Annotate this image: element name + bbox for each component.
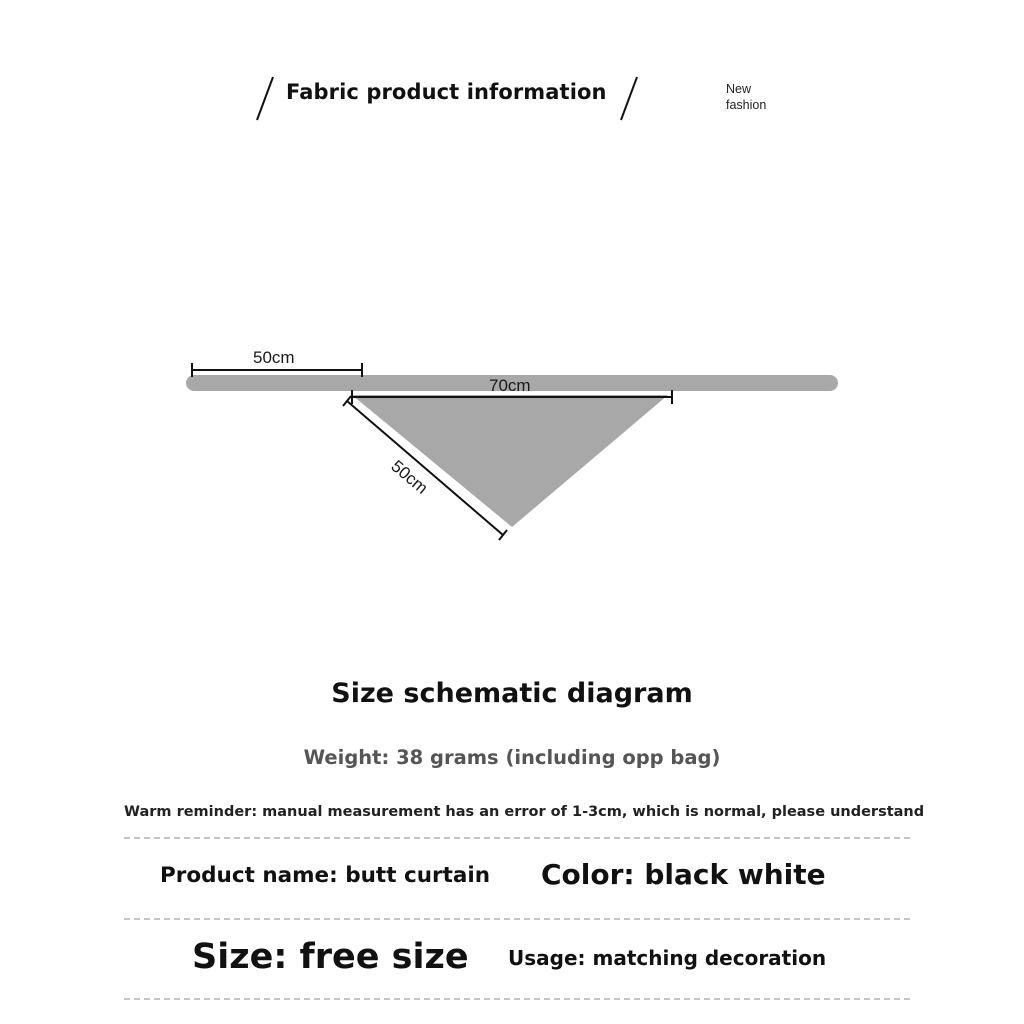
usage-info: Usage: matching decoration — [508, 946, 827, 970]
weight-text: Weight: 38 grams (including opp bag) — [303, 746, 721, 769]
warm-reminder: Warm reminder: manual measurement has an error of 1-3cm, which is normal, please understand — [124, 804, 925, 820]
strap-length-label: 50cm — [253, 348, 295, 367]
header-title: Fabric product information — [286, 80, 607, 104]
top-width-label: 70cm — [489, 376, 531, 395]
side-length-label: 50cm — [387, 456, 432, 498]
divider-1 — [124, 837, 910, 839]
color-info: Color: black white — [541, 858, 826, 891]
size-diagram-title: Size schematic diagram — [331, 678, 693, 709]
divider-3 — [124, 998, 910, 1000]
size-info: Size: free size — [192, 937, 469, 977]
divider-2 — [124, 918, 910, 920]
badge-line-2: fashion — [726, 98, 767, 112]
badge-line-1: New — [726, 82, 752, 96]
product-name: Product name: butt curtain — [160, 863, 491, 888]
